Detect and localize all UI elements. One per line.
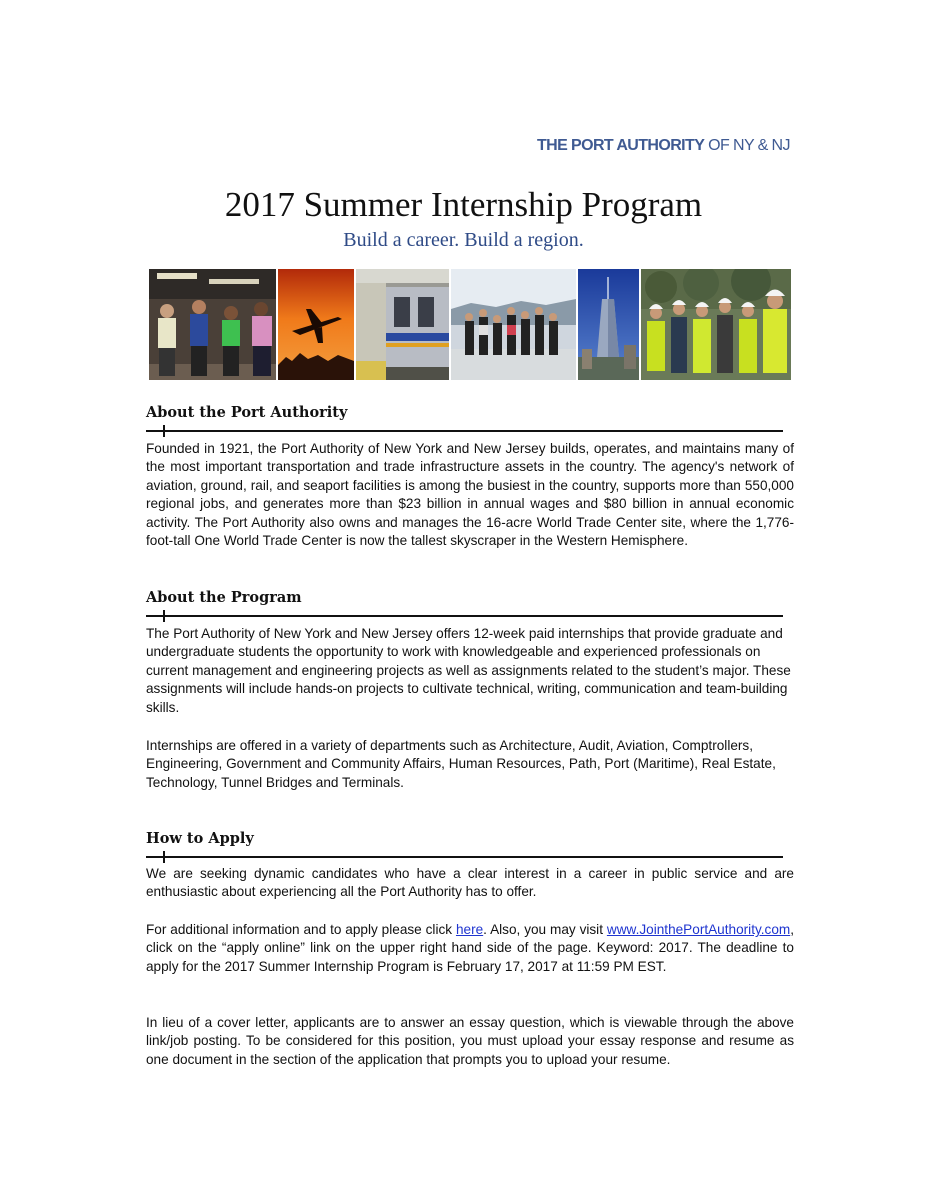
photo-interns-rooftop [451, 269, 576, 380]
apply-text-start: For additional information and to apply please click [146, 922, 456, 937]
logo-bold-text: THE PORT AUTHORITY [537, 137, 705, 154]
photo-interns-group [149, 269, 276, 380]
divider-how-to-apply [146, 856, 783, 858]
photo-path-train [356, 269, 449, 380]
essay-instructions-text: In lieu of a cover letter, applicants are to answer an essay question, which is viewable through the above link/job posting. To be considered for this position, you must upload your essay response and resume as one document in the section of the application that prompts you to upload your resume. [146, 1015, 794, 1067]
divider-tick [163, 851, 165, 863]
heading-about-port-authority: About the Port Authority [146, 404, 348, 421]
photo-interns-hardhats [641, 269, 791, 380]
divider-about-port-authority [146, 430, 783, 432]
divider-about-program [146, 615, 783, 617]
departments-text: Internships are offered in a variety of departments such as Architecture, Audit, Aviation, Comptrollers, Engineering, Government and Community Affairs, Human Resources, Path, Port (Maritime), Real Estate, Technology, Tunnel Bridges and Terminals. [146, 738, 776, 790]
divider-tick [163, 425, 165, 437]
page-subtitle: Build a career. Build a region. [343, 229, 584, 251]
apply-here-link[interactable]: here [455, 922, 484, 937]
logo-light-text: OF NY & NJ [704, 137, 790, 154]
join-port-authority-link[interactable]: www.JointhePortAuthority.com [606, 922, 791, 937]
page-title: 2017 Summer Internship Program [224, 185, 703, 224]
divider-tick [163, 610, 165, 622]
apply-text-end: , click on the “apply online” link on the upper right hand side of the page. Keyword: 2017. The deadline to apply for the 2017 Summer Internship Program is February 17, 2017 at 11:59 PM EST. [146, 922, 794, 974]
about-program-text: The Port Authority of New York and New Jersey offers 12-week paid internships that provide graduate and undergraduate students the opportunity to work with knowledgeable and experienced professionals on current management and engineering projects as well as assignments related to the student’s major. These assignments will include hands-on projects to cultivate technical, writing, communication and team-building skills. [146, 626, 791, 715]
heading-about-program: About the Program [146, 589, 302, 606]
heading-how-to-apply: How to Apply [146, 830, 254, 847]
about-port-authority-text: Founded in 1921, the Port Authority of New York and New Jersey builds, operates, and maintains many of the most important transportation and trade infrastructure assets in the country. The agency's network of aviation, ground, rail, and seaport facilities is among the busiest in the country, supports more than 550,000 regional jobs, and generates more than $23 billion in annual wages and $80 billion in annual economic activity. The Port Authority also owns and manages the 16-acre World Trade Center site, where the 1,776-foot-tall One World Trade Center is now the tallest skyscraper in the Western Hemisphere. [146, 441, 794, 549]
apply-instructions [146, 921, 794, 976]
photo-airplane-sunset [278, 269, 354, 380]
apply-text-middle: . Also, you may visit [483, 922, 607, 937]
port-authority-logo [537, 136, 797, 156]
photo-strip [149, 269, 791, 380]
photo-one-world-trade-center [578, 269, 639, 380]
candidates-text: We are seeking dynamic candidates who have a clear interest in a career in public service and are enthusiastic about experiencing all the Port Authority has to offer. [146, 866, 794, 900]
